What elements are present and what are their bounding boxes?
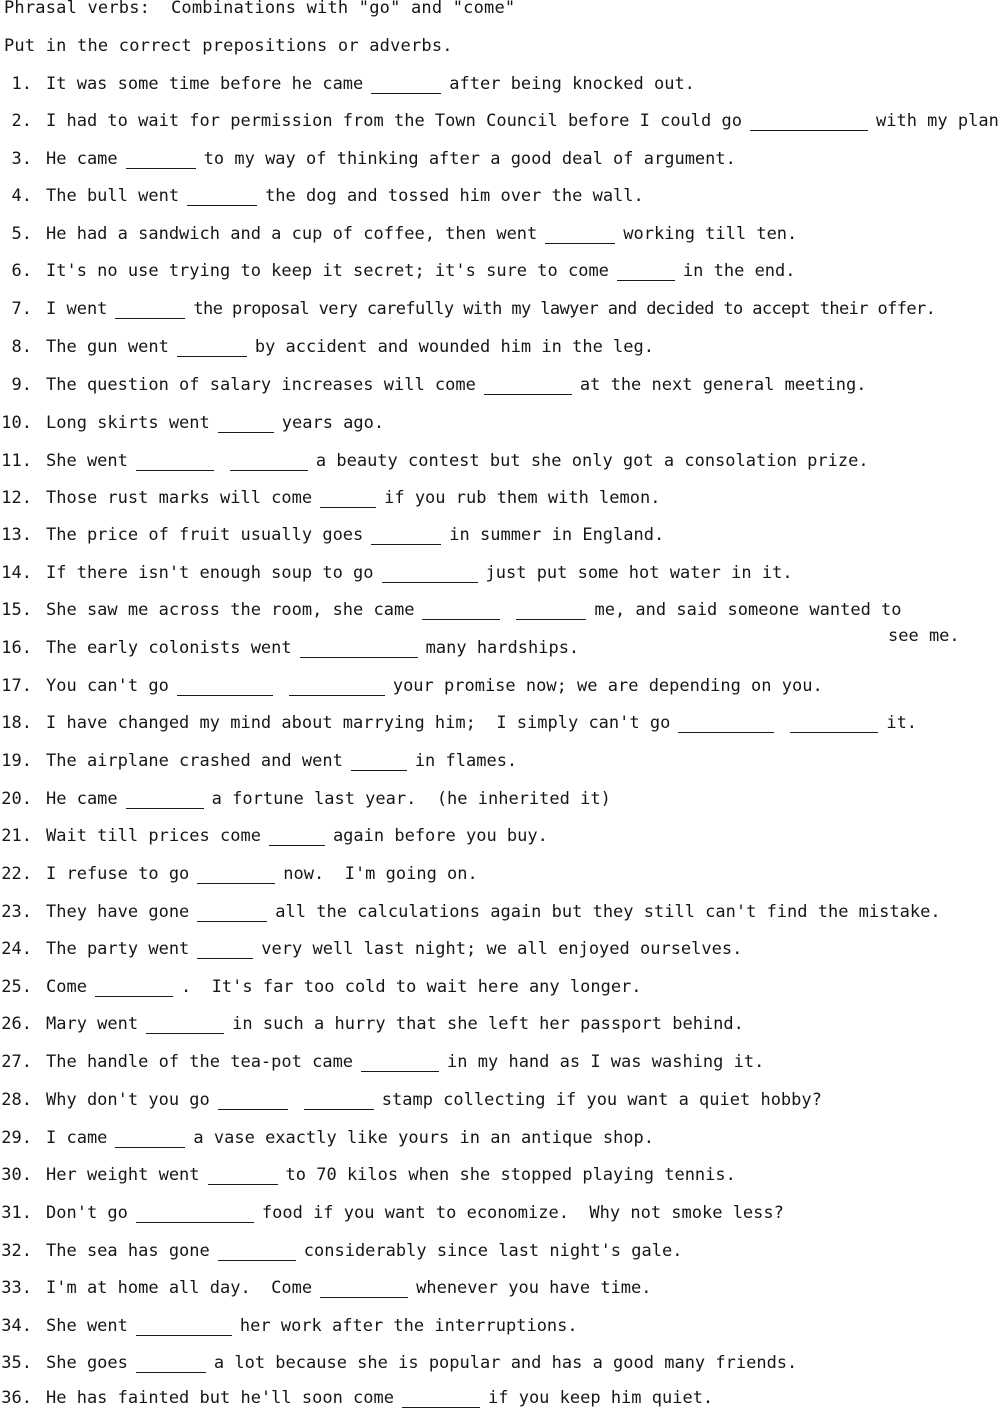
item-text-before: I went bbox=[46, 299, 108, 319]
item-number: 2. bbox=[11, 111, 32, 131]
answer-blank[interactable] bbox=[136, 1317, 232, 1336]
item-text-before: I had to wait for permission from the Town Council before I could go bbox=[46, 111, 742, 131]
exercise-item bbox=[0, 335, 654, 359]
item-number: 13. bbox=[1, 525, 32, 545]
exercise-item bbox=[0, 862, 478, 886]
item-text-after: a beauty contest but she only got a consolation prize. bbox=[315, 451, 869, 471]
item-text-before: Wait till prices come bbox=[46, 826, 261, 846]
item-text-after: the proposal very carefully with my lawyer and decided to accept their offer. bbox=[193, 299, 936, 319]
item-text-after: working till ten. bbox=[623, 224, 798, 244]
item-text-before: They have gone bbox=[46, 902, 190, 922]
item-number: 24. bbox=[1, 939, 32, 959]
item-text-before: The price of fruit usually goes bbox=[46, 525, 364, 545]
item-text-after: now. I'm going on. bbox=[283, 864, 478, 884]
item-number: 30. bbox=[1, 1165, 32, 1185]
answer-blank[interactable] bbox=[371, 526, 441, 545]
answer-blank[interactable] bbox=[402, 1389, 480, 1408]
answer-blank[interactable] bbox=[197, 903, 267, 922]
item-text-after: . It's far too cold to wait here any longer. bbox=[180, 977, 642, 997]
answer-blank[interactable] bbox=[361, 1053, 439, 1072]
item-number: 33. bbox=[1, 1278, 32, 1298]
item-number: 34. bbox=[1, 1316, 32, 1336]
exercise-item bbox=[0, 1088, 822, 1112]
answer-blank[interactable] bbox=[187, 187, 257, 206]
item-text-before: He had a sandwich and a cup of coffee, then went bbox=[46, 224, 538, 244]
exercise-item bbox=[0, 975, 642, 999]
item-text-before: The question of salary increases will come bbox=[46, 375, 476, 395]
item-text-before: Why don't you go bbox=[46, 1090, 210, 1110]
item-number: 35. bbox=[1, 1353, 32, 1373]
item-text-before: The early colonists went bbox=[46, 638, 292, 658]
item-text-after: by accident and wounded him in the leg. bbox=[254, 337, 654, 357]
answer-blank[interactable] bbox=[289, 677, 385, 696]
item-number: 27. bbox=[1, 1052, 32, 1072]
item-text-after: in my hand as I was washing it. bbox=[447, 1052, 765, 1072]
item-text-after: in the end. bbox=[682, 261, 796, 281]
item-number: 26. bbox=[1, 1014, 32, 1034]
answer-blank[interactable] bbox=[269, 827, 325, 846]
item-text-after: just put some hot water in it. bbox=[485, 563, 793, 583]
item-text-after: whenever you have time. bbox=[416, 1278, 652, 1298]
item-text-after: food if you want to economize. Why not smoke less? bbox=[261, 1203, 784, 1223]
exercise-item bbox=[0, 1050, 764, 1074]
item-number: 16. bbox=[1, 638, 32, 658]
exercise-item bbox=[0, 486, 660, 510]
exercise-item bbox=[0, 297, 935, 321]
item-number: 11. bbox=[1, 451, 32, 471]
item-number: 22. bbox=[1, 864, 32, 884]
answer-blank[interactable] bbox=[382, 564, 478, 583]
item-text-before: The handle of the tea-pot came bbox=[46, 1052, 354, 1072]
answer-blank[interactable] bbox=[484, 376, 572, 395]
answer-blank[interactable] bbox=[136, 1204, 254, 1223]
item-text-after: your promise now; we are depending on you. bbox=[392, 676, 823, 696]
exercise-item bbox=[0, 72, 695, 96]
item-number: 36. bbox=[1, 1388, 32, 1408]
answer-blank[interactable] bbox=[146, 1015, 224, 1034]
exercise-item bbox=[0, 711, 917, 735]
answer-blank[interactable] bbox=[177, 677, 273, 696]
answer-blank[interactable] bbox=[371, 75, 441, 94]
worksheet-title: Phrasal verbs: Combinations with "go" and "come" bbox=[4, 0, 516, 18]
item-number: 28. bbox=[1, 1090, 32, 1110]
item-text-after: a fortune last year. (he inherited it) bbox=[211, 789, 611, 809]
item-number: 3. bbox=[11, 149, 32, 169]
item-number: 5. bbox=[11, 224, 32, 244]
answer-blank[interactable] bbox=[126, 790, 204, 809]
exercise-item bbox=[0, 1386, 713, 1410]
item-text-after: at the next general meeting. bbox=[579, 375, 867, 395]
item-text-before: I'm at home all day. Come bbox=[46, 1278, 313, 1298]
answer-blank[interactable] bbox=[320, 489, 376, 508]
answer-blank[interactable] bbox=[617, 262, 675, 281]
item-number: 10. bbox=[1, 413, 32, 433]
answer-blank[interactable] bbox=[304, 1091, 374, 1110]
item-text-after: to my way of thinking after a good deal of argument. bbox=[203, 149, 736, 169]
item-text-before: I came bbox=[46, 1128, 108, 1148]
answer-blank[interactable] bbox=[218, 414, 274, 433]
item-number: 23. bbox=[1, 902, 32, 922]
item-text-after: it. bbox=[886, 713, 918, 733]
answer-blank[interactable] bbox=[115, 1129, 185, 1148]
item-number: 15. bbox=[1, 600, 32, 620]
exercise-item bbox=[0, 674, 823, 698]
exercise-item bbox=[0, 1314, 578, 1338]
answer-blank[interactable] bbox=[126, 150, 196, 169]
item-text-after: considerably since last night's gale. bbox=[303, 1241, 683, 1261]
item-text-before: Those rust marks will come bbox=[46, 488, 313, 508]
item-text-after: if you rub them with lemon. bbox=[384, 488, 661, 508]
exercise-item bbox=[0, 636, 579, 660]
exercise-item bbox=[0, 1351, 797, 1375]
exercise-item bbox=[0, 259, 796, 283]
answer-blank[interactable] bbox=[218, 1091, 288, 1110]
exercise-item bbox=[0, 749, 517, 773]
exercise-item bbox=[0, 787, 611, 811]
item-text-before: Long skirts went bbox=[46, 413, 210, 433]
item-number: 19. bbox=[1, 751, 32, 771]
item-text-before: It's no use trying to keep it secret; it's sure to come bbox=[46, 261, 609, 281]
item-text-after: with my plan bbox=[875, 111, 999, 131]
item-text-after: many hardships. bbox=[425, 638, 580, 658]
item-number: 4. bbox=[11, 186, 32, 206]
exercise-item bbox=[0, 1239, 682, 1263]
exercise-item bbox=[0, 824, 548, 848]
item-text-after: years ago. bbox=[281, 413, 385, 433]
answer-blank[interactable] bbox=[678, 714, 774, 733]
item-text-before: I refuse to go bbox=[46, 864, 190, 884]
item-text-before: He came bbox=[46, 149, 118, 169]
answer-blank[interactable] bbox=[516, 601, 586, 620]
exercise-item bbox=[0, 598, 902, 622]
exercise-item bbox=[0, 523, 664, 547]
item-text-before: The sea has gone bbox=[46, 1241, 210, 1261]
answer-blank[interactable] bbox=[750, 112, 868, 131]
exercise-item bbox=[0, 1012, 744, 1036]
item-text-after: after being knocked out. bbox=[449, 74, 695, 94]
exercise-item bbox=[0, 147, 736, 171]
item-text-after: in flames. bbox=[414, 751, 518, 771]
exercise-item bbox=[0, 1126, 654, 1150]
exercise-item bbox=[0, 1276, 652, 1300]
item-text-before: You can't go bbox=[46, 676, 169, 696]
answer-blank[interactable] bbox=[300, 639, 418, 658]
item-text-before: He came bbox=[46, 789, 118, 809]
answer-blank[interactable] bbox=[218, 1242, 296, 1261]
exercise-item bbox=[0, 900, 941, 924]
item-text-before: It was some time before he came bbox=[46, 74, 364, 94]
item-text-after: me, and said someone wanted to bbox=[594, 600, 902, 620]
item-number: 31. bbox=[1, 1203, 32, 1223]
item-number: 21. bbox=[1, 826, 32, 846]
exercise-item bbox=[0, 184, 644, 208]
item-continuation-text: see me. bbox=[888, 626, 960, 646]
answer-blank[interactable] bbox=[115, 300, 185, 319]
item-text-before: Don't go bbox=[46, 1203, 128, 1223]
item-text-before: She saw me across the room, she came bbox=[46, 600, 415, 620]
item-number: 12. bbox=[1, 488, 32, 508]
item-text-before: Her weight went bbox=[46, 1165, 200, 1185]
exercise-item bbox=[0, 109, 999, 133]
item-number: 6. bbox=[11, 261, 32, 281]
item-text-after: in summer in England. bbox=[449, 525, 665, 545]
item-number: 14. bbox=[1, 563, 32, 583]
exercise-item bbox=[0, 1163, 736, 1187]
item-text-before: The party went bbox=[46, 939, 190, 959]
item-text-after: a lot because she is popular and has a good many friends. bbox=[213, 1353, 798, 1373]
item-number: 20. bbox=[1, 789, 32, 809]
item-text-before: He has fainted but he'll soon come bbox=[46, 1388, 394, 1408]
item-text-after: if you keep him quiet. bbox=[488, 1388, 714, 1408]
item-number: 29. bbox=[1, 1128, 32, 1148]
item-text-after: in such a hurry that she left her passport behind. bbox=[232, 1014, 744, 1034]
exercise-item bbox=[0, 373, 866, 397]
answer-blank[interactable] bbox=[351, 752, 407, 771]
item-text-before: If there isn't enough soup to go bbox=[46, 563, 374, 583]
item-text-before: The airplane crashed and went bbox=[46, 751, 343, 771]
item-text-after: again before you buy. bbox=[332, 826, 548, 846]
item-text-before: The gun went bbox=[46, 337, 169, 357]
item-text-before: I have changed my mind about marrying him; I simply can't go bbox=[46, 713, 671, 733]
exercise-item bbox=[0, 449, 869, 473]
worksheet-instruction: Put in the correct prepositions or adverbs. bbox=[4, 36, 453, 56]
item-number: 7. bbox=[11, 299, 32, 319]
exercise-item bbox=[0, 937, 742, 961]
item-text-after: all the calculations again but they still can't find the mistake. bbox=[275, 902, 941, 922]
item-text-after: the dog and tossed him over the wall. bbox=[265, 186, 644, 206]
item-text-before: She went bbox=[46, 451, 128, 471]
answer-blank[interactable] bbox=[177, 338, 247, 357]
exercise-item bbox=[0, 561, 793, 585]
answer-blank[interactable] bbox=[197, 865, 275, 884]
item-text-before: Mary went bbox=[46, 1014, 139, 1034]
answer-blank[interactable] bbox=[136, 452, 214, 471]
item-number: 9. bbox=[11, 375, 32, 395]
answer-blank[interactable] bbox=[545, 225, 615, 244]
answer-blank[interactable] bbox=[320, 1279, 408, 1298]
exercise-item bbox=[0, 1201, 784, 1225]
item-number: 1. bbox=[11, 74, 32, 94]
item-text-before: She goes bbox=[46, 1353, 128, 1373]
exercise-item bbox=[0, 411, 384, 435]
answer-blank[interactable] bbox=[95, 978, 173, 997]
answer-blank[interactable] bbox=[790, 714, 878, 733]
item-text-after: to 70 kilos when she stopped playing tennis. bbox=[285, 1165, 736, 1185]
answer-blank[interactable] bbox=[422, 601, 500, 620]
item-text-before: She went bbox=[46, 1316, 128, 1336]
answer-blank[interactable] bbox=[197, 940, 253, 959]
answer-blank[interactable] bbox=[136, 1354, 206, 1373]
answer-blank[interactable] bbox=[230, 452, 308, 471]
item-number: 17. bbox=[1, 676, 32, 696]
item-number: 8. bbox=[11, 337, 32, 357]
item-number: 25. bbox=[1, 977, 32, 997]
item-text-before: The bull went bbox=[46, 186, 180, 206]
item-number: 18. bbox=[1, 713, 32, 733]
answer-blank[interactable] bbox=[208, 1166, 278, 1185]
item-text-after: a vase exactly like yours in an antique shop. bbox=[193, 1128, 654, 1148]
item-text-after: stamp collecting if you want a quiet hobby? bbox=[381, 1090, 822, 1110]
item-text-after: her work after the interruptions. bbox=[239, 1316, 578, 1336]
item-number: 32. bbox=[1, 1241, 32, 1261]
item-text-before: Come bbox=[46, 977, 87, 997]
exercise-item bbox=[0, 222, 797, 246]
item-text-after: very well last night; we all enjoyed ourselves. bbox=[261, 939, 743, 959]
